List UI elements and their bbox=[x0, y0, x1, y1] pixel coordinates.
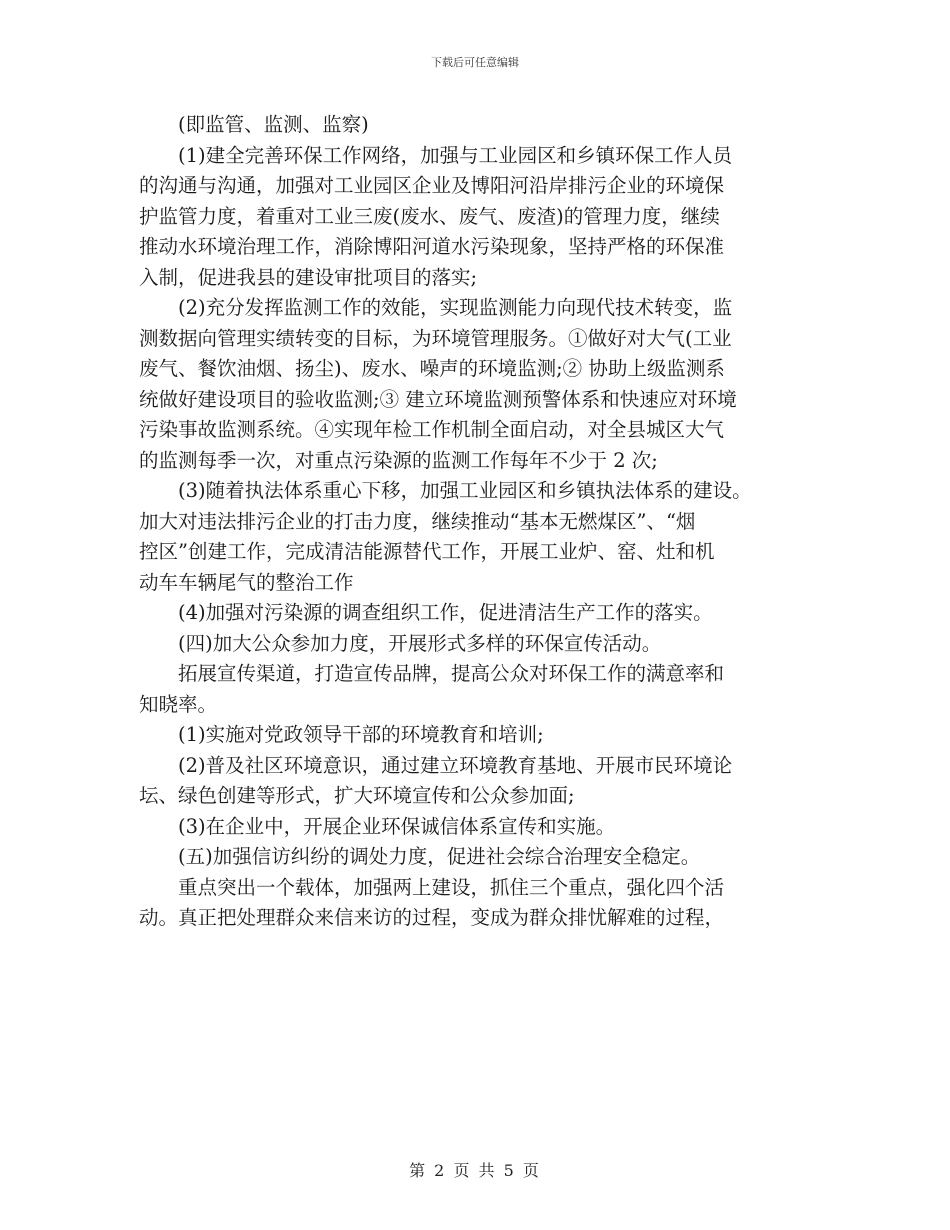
text-line: (4)加强对污染源的调查组织工作，促进清洁生产工作的落实。 bbox=[139, 601, 713, 624]
page-number-footer: 第 2 页 共 5 页 bbox=[409, 1161, 541, 1180]
text-line: 拓展宣传渠道，打造宣传品牌，提高公众对环保工作的满意率和 bbox=[139, 662, 725, 685]
text-line: (四)加大公众参加力度，开展形式多样的环保宣传活动。 bbox=[139, 631, 662, 655]
text-line: 加大对违法排污企业的打击力度，继续推动“基本无燃煤区”、“烟 bbox=[139, 509, 696, 533]
text-line: 的监测每季一次，对重点污染源的监测工作每年不少于 2 次; bbox=[139, 448, 658, 472]
text-line: (1)建全完善环保工作网络，加强与工业园区和乡镇环保工作人员 bbox=[139, 143, 733, 167]
text-line: 统做好建设项目的验收监测;③ 建立环境监测预警体系和快速应对环境 bbox=[139, 387, 737, 411]
page-header-note: 下载后可任意编辑 bbox=[431, 56, 519, 69]
text-line: (3)随着执法体系重心下移，加强工业园区和乡镇执法体系的建设。 bbox=[139, 479, 752, 502]
text-line: (3)在企业中，开展企业环保诚信体系宣传和实施。 bbox=[139, 814, 616, 838]
text-line: 护监管力度，着重对工业三废(废水、废气、废渣)的管理力度，继续 bbox=[139, 204, 720, 228]
text-line: 的沟通与沟通，加强对工业园区企业及博阳河沿岸排污企业的环境保 bbox=[139, 174, 725, 197]
document-body bbox=[139, 110, 819, 934]
text-line: 知晓率。 bbox=[139, 692, 218, 716]
text-line: 测数据向管理实绩转变的目标，为环境管理服务。①做好对大气(工业 bbox=[139, 326, 732, 350]
text-line: 动。真正把处理群众来信来访的过程，变成为群众排忧解难的过程， bbox=[139, 906, 725, 929]
text-line: (2)普及社区环境意识，通过建立环境教育基地、开展市民环境论 bbox=[139, 753, 733, 777]
text-line: (1)实施对党政领导干部的环境教育和培训; bbox=[139, 723, 544, 746]
text-line: 污染事故监测系统。④实现年检工作机制全面启动，对全县城区大气 bbox=[139, 418, 725, 441]
text-line: 废气、餐饮油烟、扬尘)、废水、噪声的环境监测;② 协助上级监测系 bbox=[139, 357, 725, 380]
text-line: 推动水环境治理工作，消除博阳河道水污染现象，坚持严格的环保准 bbox=[139, 235, 725, 258]
text-line: 入制，促进我县的建设审批项目的落实; bbox=[139, 265, 478, 289]
text-line: 重点突出一个载体，加强两上建设，抓住三个重点，强化四个活 bbox=[139, 875, 725, 899]
text-line: (2)充分发挥监测工作的效能，实现监测能力向现代技术转变，监 bbox=[139, 296, 733, 319]
text-line: (五)加强信访纠纷的调处力度，促进社会综合治理安全稳定。 bbox=[139, 845, 701, 868]
text-line: 动车车辆尾气的整治工作 bbox=[139, 570, 354, 594]
text-line: 坛、绿色创建等形式，扩大环境宣传和公众参加面; bbox=[139, 784, 575, 807]
text-line: (即监管、监测、监察) bbox=[139, 113, 369, 136]
text-line: 控区”创建工作，完成清洁能源替代工作，开展工业炉、窑、灶和机 bbox=[139, 540, 715, 563]
